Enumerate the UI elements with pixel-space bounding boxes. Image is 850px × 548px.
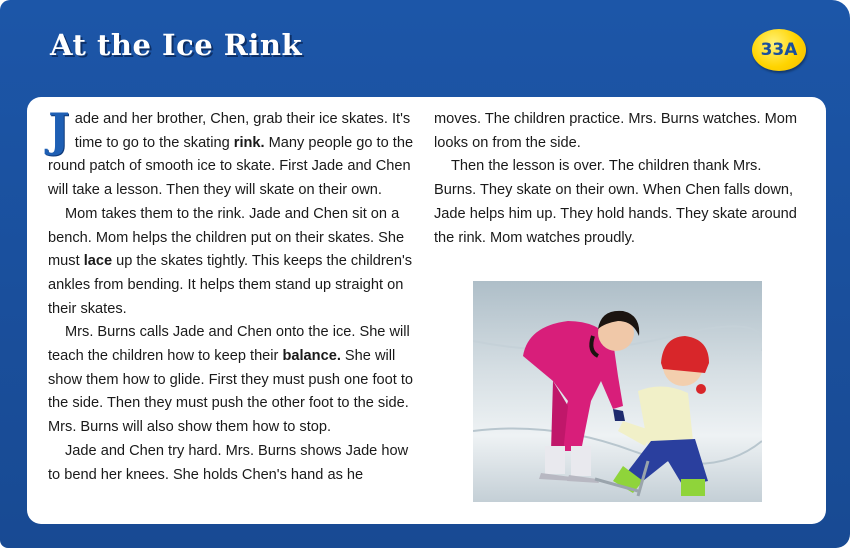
vocab-lace: lace: [83, 253, 113, 270]
paragraph-2: [48, 203, 420, 322]
paragraph-3: [48, 321, 420, 440]
lesson-badge: 33A: [752, 29, 806, 71]
ice-skating-photo: [473, 281, 762, 502]
vocab-balance: balance.: [282, 348, 341, 365]
paragraph-4-end: moves. The children practice. Mrs. Burns watches. Mom looks on from the side.: [434, 111, 798, 151]
paragraph-3-text-a: Mrs. Burns calls Jade and Chen onto the ice. She will teach the children how to keep their: [48, 324, 410, 365]
paragraph-1-text-a: ade and her brother, Chen, grab their ice skates. It's time to go to the skating: [74, 111, 411, 151]
story-column-right: [434, 108, 806, 250]
paragraph-2-text-c: up the skates tightly. This keeps the children's ankles from bending. It helps them stand up straight on their skates.: [48, 253, 413, 317]
drop-cap: J: [48, 103, 70, 157]
paragraph-1-text-c: Many people go to the round patch of smooth ice to skate. First Jade and Chen will take a lesson. Then they will skate on their own.: [48, 134, 414, 199]
paragraph-4-start: Jade and Chen try hard. Mrs. Burns shows Jade how to bend her knees. She holds Chen's hand as he: [48, 442, 409, 483]
ice-skating-children-icon: [473, 281, 762, 502]
vocab-rink: rink.: [233, 134, 265, 151]
paragraph-2-text-a: Mom takes them to the rink. Jade and Chen sit on a bench. Mom helps the children put on their skates. She must: [48, 205, 405, 270]
paragraph-1: [48, 103, 420, 203]
page-title: At the Ice Rink: [50, 28, 303, 62]
story-column-left: [48, 103, 420, 487]
paragraph-5: Then the lesson is over. The children thank Mrs. Burns. They skate on their own. When Chen falls down, Jade helps him up. They hold hands. They skate around the rink. Mom watches proudly.: [434, 158, 797, 246]
paragraph-3-text-c: She will show them how to glide. First they must push one foot to the side. Then they must push the other foot to the side. Mrs. Burns will also show them how to stop.: [48, 348, 414, 436]
